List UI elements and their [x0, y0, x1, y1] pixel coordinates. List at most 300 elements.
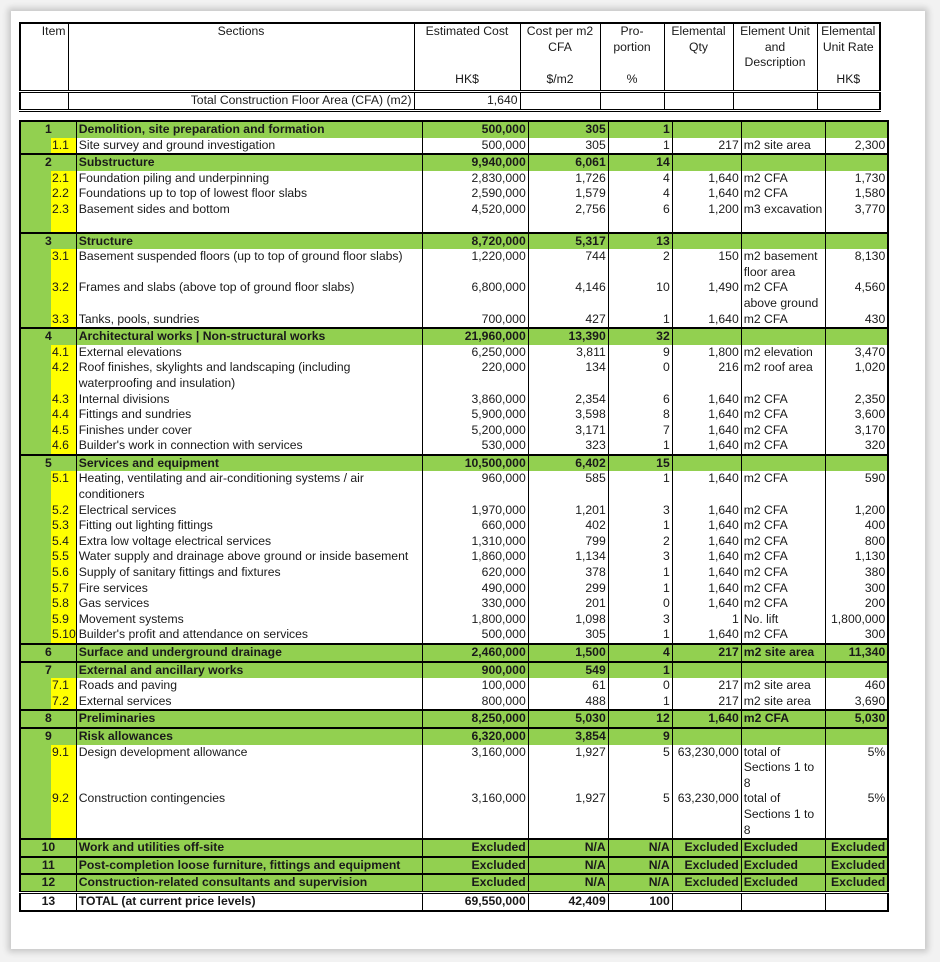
- cost-per-m2: N/A: [528, 857, 608, 875]
- elemental-qty: 1,640: [672, 518, 741, 534]
- proportion: 5: [608, 791, 672, 839]
- table-row: [20, 612, 888, 628]
- elemental-qty: [672, 455, 741, 472]
- unit-rate: 1,730: [854, 170, 886, 185]
- item-number-label: 5.9: [52, 611, 69, 626]
- elemental-qty: 1,640: [672, 596, 741, 612]
- elemental-qty: 150: [672, 249, 741, 280]
- cost-table-body: [20, 121, 888, 911]
- item-number-label: 4.2: [52, 360, 69, 375]
- estimated-cost: 3,160,000: [422, 745, 528, 792]
- table-row: [20, 549, 888, 565]
- section-title: Heating, ventilating and air-conditioning systems / air conditioners: [76, 471, 422, 502]
- unit-rate: 4,560: [854, 280, 886, 295]
- col-header-unit-rate: Elemental Unit Rate HK$: [817, 23, 880, 92]
- section-title: Roof finishes, skylights and landscaping (including waterproofing and insulation): [76, 360, 422, 391]
- elemental-qty: 1,640: [672, 565, 741, 581]
- cost-per-m2: 744: [528, 249, 608, 280]
- estimated-cost: 3,860,000: [422, 392, 528, 408]
- estimated-cost: 1,970,000: [422, 503, 528, 519]
- unit-label: HK$: [455, 72, 479, 87]
- cost-per-m2: 4,146: [528, 280, 608, 311]
- unit-rate: 380: [864, 565, 886, 580]
- unit-rate: 2,300: [854, 137, 886, 152]
- item-number: 13: [20, 892, 76, 910]
- elemental-qty: 1,640: [672, 549, 741, 565]
- unit-rate: [825, 662, 888, 679]
- unit-label: %: [626, 72, 638, 87]
- proportion: 1: [608, 662, 672, 679]
- element-unit: m2 CFA: [741, 407, 825, 423]
- elemental-qty: 217: [672, 138, 741, 155]
- section-title: Movement systems: [76, 612, 422, 628]
- element-unit: m2 site area: [741, 678, 825, 694]
- item-number: [20, 360, 76, 391]
- item-number-label: 5.7: [52, 580, 69, 595]
- element-unit: [741, 233, 825, 250]
- estimated-cost: 330,000: [422, 596, 528, 612]
- unit-rate: 3,770: [854, 201, 886, 216]
- element-unit: m2 CFA: [741, 596, 825, 612]
- unit-rate: [825, 154, 888, 171]
- item-number: 8: [20, 710, 76, 728]
- item-number-label: 9.2: [52, 791, 69, 806]
- cost-table: [19, 120, 889, 912]
- section-row: [20, 328, 888, 345]
- unit-rate: 5%: [867, 744, 886, 759]
- estimated-cost: 6,800,000: [422, 280, 528, 311]
- item-number-label: 7.2: [52, 693, 69, 708]
- col-header-proportion: Pro-portion %: [600, 23, 664, 92]
- section-title: Gas services: [76, 596, 422, 612]
- proportion: 15: [608, 455, 672, 472]
- proportion: 2: [608, 249, 672, 280]
- elemental-qty: 1,640: [672, 171, 741, 187]
- proportion: 8: [608, 407, 672, 423]
- unit-rate: 400: [864, 518, 886, 533]
- proportion: 4: [608, 644, 672, 662]
- elemental-qty: 217: [672, 694, 741, 711]
- proportion: 0: [608, 360, 672, 391]
- elemental-qty: [672, 233, 741, 250]
- element-unit: m2 CFA: [741, 627, 825, 644]
- section-title: Electrical services: [76, 503, 422, 519]
- unit-rate: Excluded: [825, 839, 888, 857]
- section-title: Architectural works | Non-structural works: [76, 328, 422, 345]
- unit-rate: [825, 892, 888, 910]
- section-row: [20, 710, 888, 728]
- elemental-qty: Excluded: [672, 874, 741, 892]
- estimated-cost: 6,320,000: [422, 728, 528, 745]
- section-row: [20, 874, 888, 892]
- section-title: Construction contingencies: [76, 791, 422, 839]
- cost-per-m2: 305: [528, 121, 608, 138]
- item-number: [20, 612, 76, 628]
- estimated-cost: Excluded: [422, 857, 528, 875]
- elemental-qty: 63,230,000: [672, 791, 741, 839]
- section-title: Site survey and ground investigation: [76, 138, 422, 155]
- section-title: Demolition, site preparation and formation: [76, 121, 422, 138]
- unit-rate: 3,470: [854, 344, 886, 359]
- section-row: [20, 455, 888, 472]
- proportion: 3: [608, 503, 672, 519]
- item-number-label: 3.3: [52, 311, 69, 326]
- element-unit: [741, 455, 825, 472]
- item-number-label: 2.3: [52, 201, 69, 216]
- item-number: [20, 249, 76, 280]
- unit-rate: 5,030: [825, 710, 888, 728]
- section-title: Structure: [76, 233, 422, 250]
- item-number: [20, 694, 76, 711]
- element-unit: Excluded: [741, 839, 825, 857]
- table-header: [19, 22, 881, 112]
- element-unit: m2 CFA: [741, 503, 825, 519]
- cost-per-m2: 323: [528, 438, 608, 455]
- item-number-label: 1.1: [52, 137, 69, 152]
- elemental-qty: 1,640: [672, 471, 741, 502]
- elemental-qty: Excluded: [672, 839, 741, 857]
- cost-per-m2: 799: [528, 534, 608, 550]
- proportion: 1: [608, 627, 672, 644]
- section-title: Tanks, pools, sundries: [76, 312, 422, 329]
- cost-per-m2: 42,409: [528, 892, 608, 910]
- section-title: Basement sides and bottom: [76, 202, 422, 218]
- element-unit: m2 CFA: [741, 171, 825, 187]
- table-row: [20, 518, 888, 534]
- proportion: 1: [608, 138, 672, 155]
- element-unit: m2 elevation: [741, 345, 825, 361]
- section-title: Finishes under cover: [76, 423, 422, 439]
- section-title: Builder's profit and attendance on services: [76, 627, 422, 644]
- table-row: [20, 312, 888, 329]
- element-unit: m2 CFA above ground: [741, 280, 825, 311]
- estimated-cost: 3,160,000: [422, 791, 528, 839]
- estimated-cost: 2,590,000: [422, 186, 528, 202]
- proportion: 3: [608, 612, 672, 628]
- item-number: 7: [20, 662, 76, 679]
- spacer-row: [20, 218, 888, 233]
- elemental-qty: 1,800: [672, 345, 741, 361]
- unit-rate: 430: [864, 311, 886, 326]
- estimated-cost: 960,000: [422, 471, 528, 502]
- item-number-label: 4.5: [52, 422, 69, 437]
- item-number: 9: [20, 728, 76, 745]
- item-number-label: 3.1: [52, 249, 69, 264]
- unit-rate: 1,130: [854, 549, 886, 564]
- cfa-value: 1,640: [414, 92, 520, 111]
- section-title: Supply of sanitary fittings and fixtures: [76, 565, 422, 581]
- section-title: Foundations up to top of lowest floor slabs: [76, 186, 422, 202]
- col-header-item: Item: [20, 23, 68, 92]
- cost-per-m2: 3,598: [528, 407, 608, 423]
- element-unit: m2 CFA: [741, 534, 825, 550]
- section-row: [20, 857, 888, 875]
- proportion: N/A: [608, 874, 672, 892]
- unit-rate: 200: [864, 596, 886, 611]
- element-unit: m2 CFA: [741, 392, 825, 408]
- estimated-cost: 1,310,000: [422, 534, 528, 550]
- elemental-qty: [672, 728, 741, 745]
- cost-per-m2: 13,390: [528, 328, 608, 345]
- section-title: Preliminaries: [76, 710, 422, 728]
- section-title: Fire services: [76, 581, 422, 597]
- table-row: [20, 423, 888, 439]
- table-row: [20, 471, 888, 502]
- item-number: [20, 596, 76, 612]
- item-number: [20, 202, 76, 218]
- element-unit: m2 site area: [741, 644, 825, 662]
- item-number: [20, 138, 76, 155]
- elemental-qty: [672, 328, 741, 345]
- estimated-cost: 1,860,000: [422, 549, 528, 565]
- elemental-qty: 1,640: [672, 186, 741, 202]
- unit-rate: 590: [864, 471, 886, 486]
- unit-rate: 300: [864, 580, 886, 595]
- estimated-cost: 2,460,000: [422, 644, 528, 662]
- section-title: Fitting out lighting fittings: [76, 518, 422, 534]
- section-title: Foundation piling and underpinning: [76, 171, 422, 187]
- total-row: [20, 892, 888, 910]
- elemental-qty: 1,640: [672, 503, 741, 519]
- col-header-estimated-cost: Estimated Cost HK$: [414, 23, 520, 92]
- section-title: Services and equipment: [76, 455, 422, 472]
- proportion: 1: [608, 438, 672, 455]
- cost-per-m2: 1,134: [528, 549, 608, 565]
- elemental-qty: 1,640: [672, 407, 741, 423]
- elemental-qty: Excluded: [672, 857, 741, 875]
- estimated-cost: 8,720,000: [422, 233, 528, 250]
- item-number-label: 9.1: [52, 744, 69, 759]
- section-row: [20, 121, 888, 138]
- item-number: [20, 171, 76, 187]
- unit-rate: 5%: [867, 791, 886, 806]
- proportion: 1: [608, 312, 672, 329]
- table-row: [20, 791, 888, 839]
- proportion: 5: [608, 745, 672, 792]
- unit-rate: 1,800,000: [831, 611, 886, 626]
- table-row: [20, 186, 888, 202]
- cost-per-m2: 2,354: [528, 392, 608, 408]
- element-unit: [741, 662, 825, 679]
- elemental-qty: [672, 662, 741, 679]
- item-number-label: 4.6: [52, 438, 69, 453]
- section-row: [20, 154, 888, 171]
- proportion: 0: [608, 596, 672, 612]
- item-number: 12: [20, 874, 76, 892]
- col-header-elemental-qty: Elemental Qty: [664, 23, 733, 92]
- cost-per-m2: 585: [528, 471, 608, 502]
- item-number-label: 7.1: [52, 678, 69, 693]
- item-number: [20, 791, 76, 839]
- element-unit: m2 CFA: [741, 710, 825, 728]
- unit-rate: 3,690: [854, 693, 886, 708]
- elemental-qty: 1,640: [672, 534, 741, 550]
- section-title: Construction-related consultants and supervision: [76, 874, 422, 892]
- elemental-qty: 1,640: [672, 581, 741, 597]
- proportion: 4: [608, 171, 672, 187]
- cost-per-m2: 549: [528, 662, 608, 679]
- section-title: Risk allowances: [76, 728, 422, 745]
- elemental-qty: 1,640: [672, 710, 741, 728]
- table-row: [20, 249, 888, 280]
- element-unit: Excluded: [741, 874, 825, 892]
- cost-per-m2: 6,061: [528, 154, 608, 171]
- item-number-label: 4.3: [52, 391, 69, 406]
- elemental-qty: 1,640: [672, 423, 741, 439]
- item-number: [20, 549, 76, 565]
- estimated-cost: 10,500,000: [422, 455, 528, 472]
- estimated-cost: 21,960,000: [422, 328, 528, 345]
- elemental-qty: 1,640: [672, 438, 741, 455]
- cost-per-m2: 5,317: [528, 233, 608, 250]
- table-row: [20, 138, 888, 155]
- elemental-qty: 1,640: [672, 627, 741, 644]
- element-unit: m2 basement floor area: [741, 249, 825, 280]
- table-row: [20, 678, 888, 694]
- unit-rate: [825, 121, 888, 138]
- section-title: Extra low voltage electrical services: [76, 534, 422, 550]
- section-title: Internal divisions: [76, 392, 422, 408]
- unit-rate: 8,130: [854, 249, 886, 264]
- item-number-label: 5.8: [52, 596, 69, 611]
- cost-per-m2: 61: [528, 678, 608, 694]
- item-number: [20, 518, 76, 534]
- estimated-cost: 620,000: [422, 565, 528, 581]
- section-row: [20, 728, 888, 745]
- element-unit: m2 roof area: [741, 360, 825, 391]
- proportion: 10: [608, 280, 672, 311]
- unit-rate: Excluded: [825, 857, 888, 875]
- table-row: [20, 565, 888, 581]
- section-title: Roads and paving: [76, 678, 422, 694]
- table-row: [20, 534, 888, 550]
- item-number: [20, 312, 76, 329]
- proportion: 6: [608, 392, 672, 408]
- table-row: [20, 392, 888, 408]
- item-number: 1: [20, 121, 76, 138]
- element-unit: [741, 328, 825, 345]
- item-number-label: 5.5: [52, 549, 69, 564]
- item-number-label: 5.4: [52, 533, 69, 548]
- section-title: External and ancillary works: [76, 662, 422, 679]
- proportion: N/A: [608, 839, 672, 857]
- estimated-cost: 1,220,000: [422, 249, 528, 280]
- elemental-qty: [672, 121, 741, 138]
- table-row: [20, 438, 888, 455]
- estimated-cost: 5,200,000: [422, 423, 528, 439]
- proportion: 1: [608, 121, 672, 138]
- table-row: [20, 202, 888, 218]
- element-unit: m2 CFA: [741, 186, 825, 202]
- unit-rate: 11,340: [825, 644, 888, 662]
- cost-per-m2: 427: [528, 312, 608, 329]
- cost-per-m2: 6,402: [528, 455, 608, 472]
- item-number: [20, 280, 76, 311]
- section-title: Work and utilities off-site: [76, 839, 422, 857]
- cost-per-m2: N/A: [528, 839, 608, 857]
- cfa-row: [20, 92, 880, 111]
- section-title: Post-completion loose furniture, fittings and equipment: [76, 857, 422, 875]
- proportion: 9: [608, 728, 672, 745]
- elemental-qty: [672, 154, 741, 171]
- proportion: 2: [608, 534, 672, 550]
- estimated-cost: 800,000: [422, 694, 528, 711]
- cost-per-m2: 1,927: [528, 745, 608, 792]
- section-row: [20, 644, 888, 662]
- table-row: [20, 280, 888, 311]
- item-number: 4: [20, 328, 76, 345]
- unit-rate: 3,170: [854, 422, 886, 437]
- element-unit: [741, 892, 825, 910]
- element-unit: No. lift: [741, 612, 825, 628]
- element-unit: total of Sections 1 to 8: [741, 745, 825, 792]
- table-row: [20, 407, 888, 423]
- cost-per-m2: 1,726: [528, 171, 608, 187]
- item-number-label: 5.10: [52, 627, 76, 642]
- cost-per-m2: 488: [528, 694, 608, 711]
- unit-rate: 320: [864, 438, 886, 453]
- item-number: [20, 186, 76, 202]
- proportion: 1: [608, 471, 672, 502]
- item-number: [20, 565, 76, 581]
- proportion: 1: [608, 581, 672, 597]
- section-title: TOTAL (at current price levels): [76, 892, 422, 910]
- element-unit: m2 CFA: [741, 471, 825, 502]
- element-unit: [741, 728, 825, 745]
- section-title: Surface and underground drainage: [76, 644, 422, 662]
- proportion: 4: [608, 186, 672, 202]
- estimated-cost: Excluded: [422, 874, 528, 892]
- proportion: 32: [608, 328, 672, 345]
- item-number: [20, 503, 76, 519]
- estimated-cost: 1,800,000: [422, 612, 528, 628]
- cost-per-m2: 402: [528, 518, 608, 534]
- estimated-cost: 69,550,000: [422, 892, 528, 910]
- cost-per-m2: 305: [528, 138, 608, 155]
- unit-rate: 300: [864, 627, 886, 642]
- item-number-label: 5.1: [52, 471, 69, 486]
- table-row: [20, 627, 888, 644]
- col-header-sections: Sections: [68, 23, 414, 92]
- element-unit: m3 excavation: [741, 202, 825, 218]
- unit-rate: [825, 328, 888, 345]
- estimated-cost: 100,000: [422, 678, 528, 694]
- element-unit: m2 CFA: [741, 549, 825, 565]
- table-row: [20, 171, 888, 187]
- header-row: [20, 23, 880, 92]
- section-title: External services: [76, 694, 422, 711]
- unit-rate: [825, 728, 888, 745]
- proportion: 1: [608, 694, 672, 711]
- estimated-cost: 500,000: [422, 138, 528, 155]
- cost-per-m2: 305: [528, 627, 608, 644]
- cost-per-m2: 134: [528, 360, 608, 391]
- elemental-qty: 63,230,000: [672, 745, 741, 792]
- unit-rate: 3,600: [854, 407, 886, 422]
- item-number: 5: [20, 455, 76, 472]
- proportion: 6: [608, 202, 672, 218]
- cost-per-m2: 1,500: [528, 644, 608, 662]
- item-number: 10: [20, 839, 76, 857]
- item-number: [20, 392, 76, 408]
- item-number-label: 3.2: [52, 280, 69, 295]
- proportion: 1: [608, 518, 672, 534]
- element-unit: Excluded: [741, 857, 825, 875]
- element-unit: m2 CFA: [741, 312, 825, 329]
- item-number-label: 4.4: [52, 407, 69, 422]
- cost-per-m2: 299: [528, 581, 608, 597]
- col-header-element-unit: Element Unit and Description: [733, 23, 817, 92]
